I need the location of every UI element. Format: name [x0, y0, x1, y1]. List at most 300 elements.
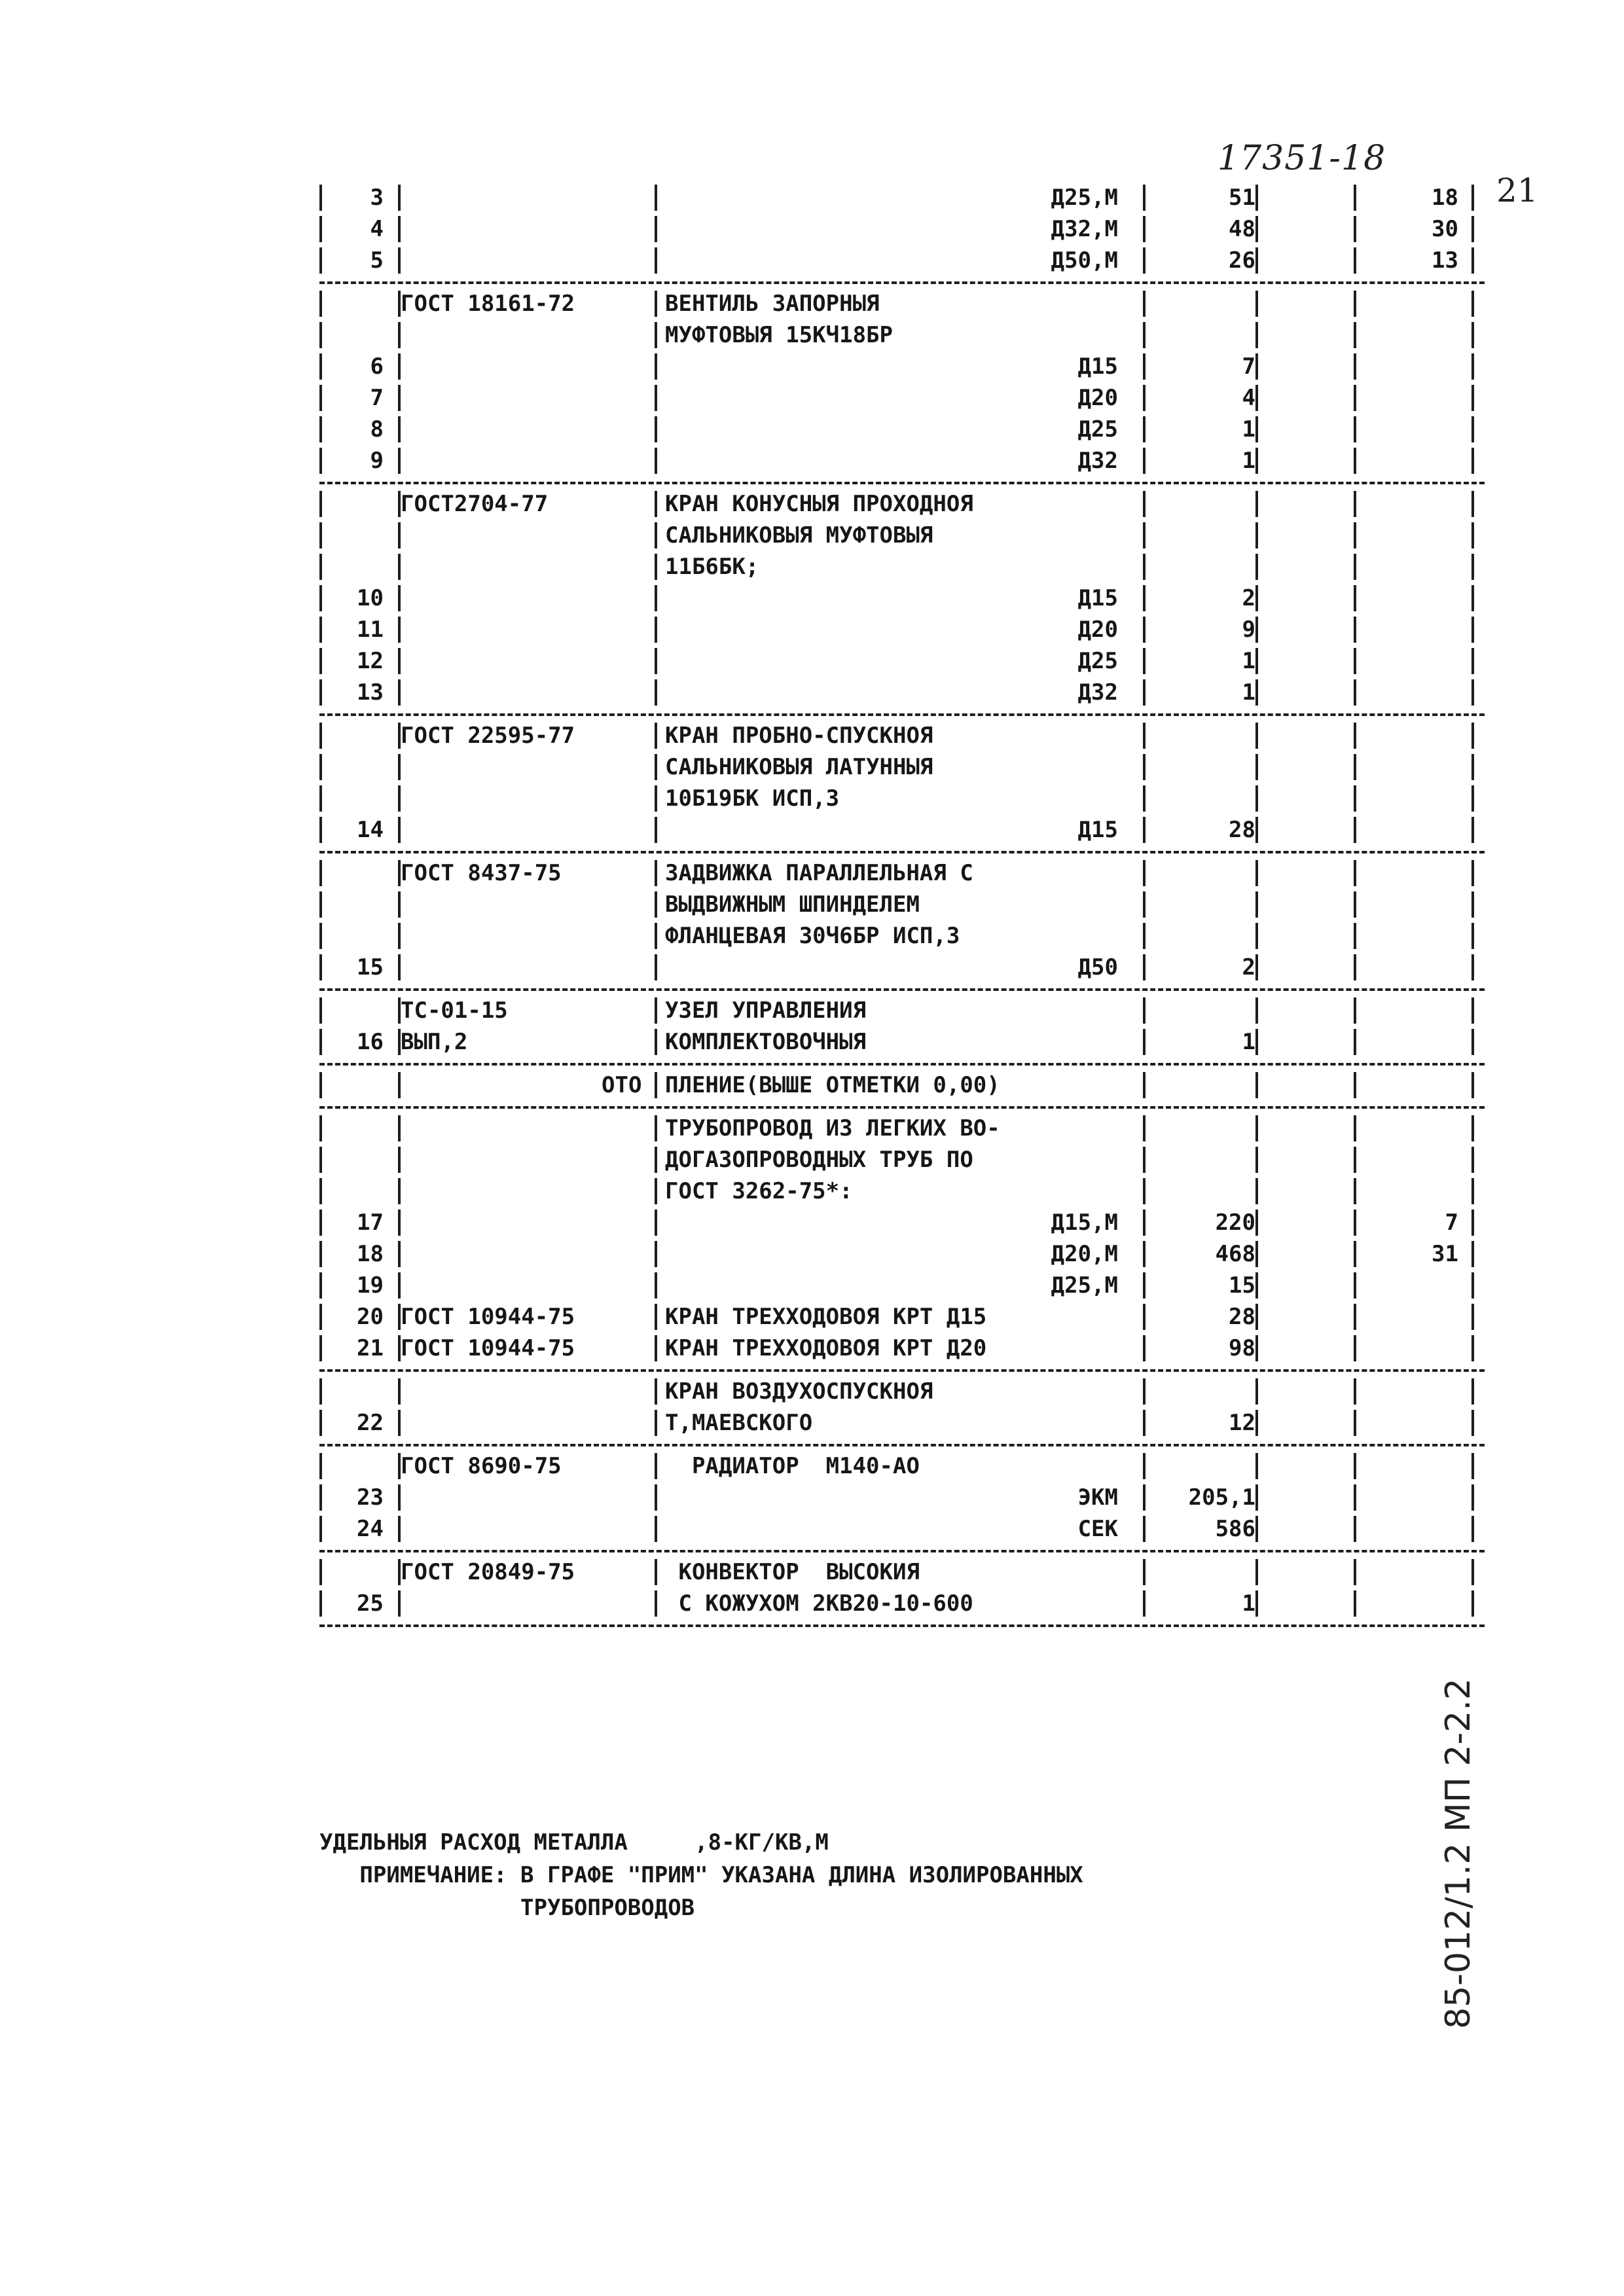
item-size: Д20 — [1077, 385, 1118, 411]
item-size — [895, 1450, 1118, 1482]
column-divider — [319, 522, 322, 548]
row-number — [336, 288, 384, 319]
column-divider — [319, 448, 322, 474]
column-divider — [1471, 522, 1474, 548]
column-divider — [1255, 247, 1258, 274]
row-separator — [319, 1545, 1485, 1556]
column-divider — [319, 860, 322, 886]
item-note — [1360, 1482, 1458, 1513]
column-divider — [1471, 385, 1474, 411]
column-divider — [655, 997, 657, 1024]
document-ref — [401, 1513, 636, 1545]
item-note: 18 — [1432, 185, 1458, 211]
item-note — [1360, 1450, 1458, 1482]
table-row — [319, 1450, 1485, 1482]
column-divider — [319, 585, 322, 611]
column-divider — [655, 216, 657, 242]
document-ref — [401, 783, 636, 814]
column-divider — [1471, 954, 1474, 980]
column-divider — [319, 1178, 322, 1204]
column-divider — [655, 1072, 657, 1098]
column-divider — [1354, 891, 1356, 918]
column-divider — [655, 1335, 657, 1361]
document-code-vertical: 85-012/1.2 МП 2-2.2 — [1439, 1678, 1478, 2029]
column-divider — [1143, 1210, 1146, 1236]
document-ref — [401, 351, 636, 382]
table-row — [319, 414, 1485, 445]
column-divider — [1255, 1029, 1258, 1055]
document-ref — [401, 920, 636, 952]
document-ref: ГОСТ 8437-75 — [401, 860, 562, 886]
column-divider — [1471, 1115, 1474, 1141]
item-quantity — [1164, 488, 1255, 520]
row-number: 19 — [357, 1272, 384, 1299]
table-row — [319, 1407, 1485, 1439]
item-quantity: 98 — [1229, 1335, 1255, 1361]
table-row — [319, 1301, 1485, 1333]
item-quantity: 15 — [1229, 1272, 1255, 1299]
item-note — [1360, 1113, 1458, 1144]
row-number: 20 — [357, 1304, 384, 1330]
column-divider — [1255, 353, 1258, 380]
column-divider — [1471, 1241, 1474, 1267]
column-divider — [655, 1590, 657, 1617]
column-divider — [319, 1147, 322, 1173]
row-number — [336, 783, 384, 814]
column-divider — [655, 185, 657, 211]
column-divider — [1354, 997, 1356, 1024]
item-size — [895, 1069, 1118, 1101]
column-divider — [319, 1241, 322, 1267]
column-divider — [655, 1210, 657, 1236]
column-divider — [1471, 1410, 1474, 1436]
column-divider — [1255, 1178, 1258, 1204]
row-number — [336, 1376, 384, 1407]
item-name: ФЛАНЦЕВАЯ 30Ч6БР ИСП,3 — [665, 923, 960, 949]
item-size — [895, 1026, 1118, 1058]
row-number: 13 — [357, 679, 384, 706]
column-divider — [319, 491, 322, 517]
column-divider — [1354, 1590, 1356, 1617]
table-row — [319, 783, 1485, 814]
column-divider — [1255, 585, 1258, 611]
column-divider — [319, 785, 322, 812]
column-divider — [1354, 522, 1356, 548]
item-note — [1360, 319, 1458, 351]
document-ref — [401, 1144, 636, 1175]
table-row — [319, 889, 1485, 920]
document-ref: ГОСТ2704-77 — [401, 491, 549, 517]
column-divider — [655, 291, 657, 317]
column-divider — [655, 785, 657, 812]
document-ref — [401, 952, 636, 983]
item-size — [895, 857, 1118, 889]
column-divider — [1143, 1453, 1146, 1479]
item-name: ГОСТ 3262-75*: — [665, 1178, 853, 1204]
column-divider — [1143, 247, 1146, 274]
item-name: 11Б6БК; — [665, 554, 759, 580]
item-note: 7 — [1445, 1210, 1458, 1236]
item-size: Д32 — [1077, 448, 1118, 474]
row-number: 23 — [357, 1484, 384, 1511]
item-size: Д15 — [1077, 817, 1118, 843]
document-ref — [401, 414, 636, 445]
document-ref: ГОСТ 8690-75 — [401, 1453, 562, 1479]
row-number: 22 — [357, 1410, 384, 1436]
column-divider — [1143, 723, 1146, 749]
column-divider — [1354, 754, 1356, 780]
column-divider — [1471, 416, 1474, 442]
row-number — [336, 1069, 384, 1101]
column-divider — [1354, 1410, 1356, 1436]
column-divider — [1354, 291, 1356, 317]
column-divider — [1354, 416, 1356, 442]
column-divider — [1255, 1590, 1258, 1617]
item-size: Д32 — [1077, 679, 1118, 706]
column-divider — [1255, 785, 1258, 812]
column-divider — [1354, 860, 1356, 886]
column-divider — [1143, 1590, 1146, 1617]
row-separator — [319, 1101, 1485, 1113]
table-row — [319, 814, 1485, 846]
column-divider — [319, 1378, 322, 1405]
column-divider — [1255, 1304, 1258, 1330]
column-divider — [1471, 817, 1474, 843]
item-note — [1360, 583, 1458, 614]
column-divider — [1143, 416, 1146, 442]
item-size — [895, 920, 1118, 952]
item-name: С КОЖУХОМ 2КВ20-10-600 — [665, 1590, 973, 1617]
item-quantity: 1 — [1242, 1590, 1255, 1617]
table-row — [319, 1556, 1485, 1588]
column-divider — [1255, 385, 1258, 411]
column-divider — [655, 247, 657, 274]
item-note — [1360, 488, 1458, 520]
row-number: 11 — [357, 617, 384, 643]
column-divider — [1143, 891, 1146, 918]
column-divider — [319, 648, 322, 674]
column-divider — [1143, 817, 1146, 843]
note-line: ПРИМЕЧАНИЕ: В ГРАФЕ "ПРИМ" УКАЗАНА ДЛИНА ИЗОЛИРОВАННЫХ — [319, 1862, 1083, 1888]
item-size: Д25 — [1077, 416, 1118, 442]
column-divider — [1255, 1072, 1258, 1098]
column-divider — [1471, 1272, 1474, 1299]
metal-consumption-line: УДЕЛЬНЫЯ РАСХОД МЕТАЛЛА ,8-КГ/КВ,М — [319, 1829, 829, 1856]
column-divider — [1143, 491, 1146, 517]
item-quantity: 220 — [1215, 1210, 1255, 1236]
column-divider — [1143, 1516, 1146, 1542]
column-divider — [655, 1178, 657, 1204]
item-name: КРАН ВОЗДУХОСПУСКНОЯ — [665, 1378, 933, 1405]
column-divider — [655, 1484, 657, 1511]
table-row — [319, 520, 1485, 551]
column-divider — [1354, 1147, 1356, 1173]
item-name: КОМПЛЕКТОВОЧНЫЯ — [665, 1029, 867, 1055]
column-divider — [319, 1029, 322, 1055]
row-number — [336, 920, 384, 952]
column-divider — [1354, 1453, 1356, 1479]
item-quantity: 205,1 — [1188, 1484, 1255, 1511]
column-divider — [1354, 448, 1356, 474]
row-number: 25 — [357, 1590, 384, 1617]
table-row — [319, 583, 1485, 614]
specification-table — [319, 182, 1485, 1631]
document-ref — [401, 445, 636, 476]
item-size: ЭКМ — [1077, 1484, 1118, 1511]
table-row — [319, 1144, 1485, 1175]
row-number: 24 — [357, 1516, 384, 1542]
item-size: Д15 — [1077, 353, 1118, 380]
column-divider — [1354, 247, 1356, 274]
column-divider — [655, 585, 657, 611]
row-number — [336, 995, 384, 1026]
row-number: 9 — [370, 448, 384, 474]
item-size — [895, 1588, 1118, 1619]
column-divider — [1471, 891, 1474, 918]
item-quantity — [1164, 751, 1255, 783]
item-quantity: 1 — [1242, 448, 1255, 474]
table-row — [319, 1238, 1485, 1270]
item-quantity — [1164, 1450, 1255, 1482]
row-number: 7 — [370, 385, 384, 411]
column-divider — [1255, 817, 1258, 843]
column-divider — [319, 997, 322, 1024]
column-divider — [1471, 617, 1474, 643]
column-divider — [319, 817, 322, 843]
item-quantity: 26 — [1229, 247, 1255, 274]
item-quantity: 12 — [1229, 1410, 1255, 1436]
item-size: Д15 — [1077, 585, 1118, 611]
column-divider — [1354, 954, 1356, 980]
column-divider — [1354, 1029, 1356, 1055]
item-name: САЛЬНИКОВЫЯ ЛАТУННЫЯ — [665, 754, 933, 780]
table-row — [319, 1376, 1485, 1407]
table-row — [319, 1113, 1485, 1144]
column-divider — [1143, 1178, 1146, 1204]
table-row — [319, 319, 1485, 351]
column-divider — [1143, 353, 1146, 380]
column-divider — [655, 554, 657, 580]
item-quantity: 4 — [1242, 385, 1255, 411]
column-divider — [655, 1272, 657, 1299]
item-size — [895, 288, 1118, 319]
item-quantity: 7 — [1242, 353, 1255, 380]
document-ref — [401, 645, 636, 677]
column-divider — [1143, 554, 1146, 580]
item-quantity: 1 — [1242, 679, 1255, 706]
item-quantity: 468 — [1215, 1241, 1255, 1267]
column-divider — [1255, 322, 1258, 348]
column-divider — [1255, 448, 1258, 474]
item-name: ДОГАЗОПРОВОДНЫХ ТРУБ ПО — [665, 1147, 973, 1173]
item-note — [1360, 445, 1458, 476]
item-quantity — [1164, 889, 1255, 920]
item-size — [895, 1175, 1118, 1207]
column-divider — [319, 617, 322, 643]
column-divider — [655, 1115, 657, 1141]
column-divider — [1255, 185, 1258, 211]
document-ref: ГОСТ 10944-75 — [401, 1304, 575, 1330]
column-divider — [1143, 754, 1146, 780]
column-divider — [319, 1115, 322, 1141]
item-note — [1360, 645, 1458, 677]
column-divider — [1354, 1178, 1356, 1204]
column-divider — [1471, 1335, 1474, 1361]
column-divider — [1471, 291, 1474, 317]
column-divider — [1255, 522, 1258, 548]
item-quantity: 1 — [1242, 648, 1255, 674]
column-divider — [1354, 679, 1356, 706]
item-note — [1360, 677, 1458, 708]
column-divider — [1143, 1335, 1146, 1361]
column-divider — [1354, 491, 1356, 517]
item-size: Д50 — [1077, 954, 1118, 980]
item-size: Д20 — [1077, 617, 1118, 643]
column-divider — [1255, 954, 1258, 980]
column-divider — [1471, 1590, 1474, 1617]
item-quantity: 586 — [1215, 1516, 1255, 1542]
column-divider — [1354, 617, 1356, 643]
item-quantity — [1164, 920, 1255, 952]
column-divider — [1471, 1516, 1474, 1542]
column-divider — [1255, 1484, 1258, 1511]
column-divider — [1143, 1559, 1146, 1585]
item-note — [1360, 920, 1458, 952]
column-divider — [1354, 1304, 1356, 1330]
column-divider — [1471, 491, 1474, 517]
item-size — [895, 1556, 1118, 1588]
row-number — [336, 551, 384, 583]
item-quantity — [1164, 720, 1255, 751]
item-quantity — [1164, 1144, 1255, 1175]
row-separator — [319, 1058, 1485, 1069]
column-divider — [655, 353, 657, 380]
column-divider — [655, 416, 657, 442]
document-ref — [401, 1113, 636, 1144]
document-ref — [401, 1482, 636, 1513]
column-divider — [655, 817, 657, 843]
item-note — [1360, 1069, 1458, 1101]
column-divider — [1255, 679, 1258, 706]
column-divider — [1354, 1335, 1356, 1361]
item-quantity — [1164, 288, 1255, 319]
item-note: 31 — [1432, 1241, 1458, 1267]
item-note — [1360, 952, 1458, 983]
item-size — [895, 1376, 1118, 1407]
item-size: Д50,М — [1051, 247, 1118, 274]
column-divider — [1354, 185, 1356, 211]
table-row — [319, 952, 1485, 983]
table-row — [319, 920, 1485, 952]
column-divider — [655, 1029, 657, 1055]
item-quantity: 28 — [1229, 817, 1255, 843]
row-number: 3 — [370, 185, 384, 211]
column-divider — [1143, 291, 1146, 317]
column-divider — [1143, 322, 1146, 348]
column-divider — [1354, 322, 1356, 348]
item-note — [1360, 1175, 1458, 1207]
column-divider — [655, 1453, 657, 1479]
row-number — [336, 1450, 384, 1482]
column-divider — [1143, 1484, 1146, 1511]
column-divider — [1471, 1029, 1474, 1055]
column-divider — [655, 1304, 657, 1330]
document-ref — [401, 245, 636, 276]
column-divider — [1255, 1210, 1258, 1236]
item-note — [1360, 783, 1458, 814]
column-divider — [319, 1516, 322, 1542]
item-size — [895, 520, 1118, 551]
column-divider — [319, 679, 322, 706]
document-ref — [401, 1376, 636, 1407]
item-size — [895, 1301, 1118, 1333]
column-divider — [1471, 1484, 1474, 1511]
row-number: 8 — [370, 416, 384, 442]
document-ref — [401, 1588, 636, 1619]
document-ref — [401, 677, 636, 708]
column-divider — [1354, 648, 1356, 674]
item-note — [1360, 614, 1458, 645]
column-divider — [319, 247, 322, 274]
item-name: КРАН ТРЕХХОДОВОЯ КРТ Д15 — [665, 1304, 987, 1330]
column-divider — [1354, 585, 1356, 611]
column-divider — [319, 1272, 322, 1299]
column-divider — [1255, 923, 1258, 949]
item-name: КРАН КОНУСНЫЯ ПРОХОДНОЯ — [665, 491, 973, 517]
item-size — [895, 551, 1118, 583]
document-ref — [401, 1207, 636, 1238]
column-divider — [319, 385, 322, 411]
column-divider — [1255, 891, 1258, 918]
column-divider — [1354, 216, 1356, 242]
column-divider — [655, 385, 657, 411]
document-ref — [401, 520, 636, 551]
row-number: 14 — [357, 817, 384, 843]
column-divider — [1255, 1516, 1258, 1542]
row-separator — [319, 276, 1485, 288]
column-divider — [1471, 679, 1474, 706]
column-divider — [1471, 1304, 1474, 1330]
row-number: 21 — [357, 1335, 384, 1361]
item-size: Д25,М — [1051, 1272, 1118, 1299]
column-divider — [655, 1241, 657, 1267]
table-row — [319, 614, 1485, 645]
item-note — [1360, 751, 1458, 783]
column-divider — [655, 1516, 657, 1542]
table-row — [319, 182, 1485, 213]
document-ref: ГОСТ 18161-72 — [401, 291, 575, 317]
column-divider — [1255, 416, 1258, 442]
document-ref: ОТО — [401, 1072, 642, 1098]
document-ref — [401, 583, 636, 614]
table-row — [319, 1333, 1485, 1364]
item-note — [1360, 1270, 1458, 1301]
table-row — [319, 1482, 1485, 1513]
column-divider — [1255, 1335, 1258, 1361]
row-number: 16 — [357, 1029, 384, 1055]
column-divider — [1143, 997, 1146, 1024]
row-number: 4 — [370, 216, 384, 242]
column-divider — [1471, 723, 1474, 749]
table-row — [319, 645, 1485, 677]
item-name: 10Б19БК ИСП,3 — [665, 785, 840, 812]
row-number — [336, 889, 384, 920]
column-divider — [655, 754, 657, 780]
item-size — [895, 319, 1118, 351]
document-ref — [401, 182, 636, 213]
column-divider — [1255, 617, 1258, 643]
item-note — [1360, 1301, 1458, 1333]
